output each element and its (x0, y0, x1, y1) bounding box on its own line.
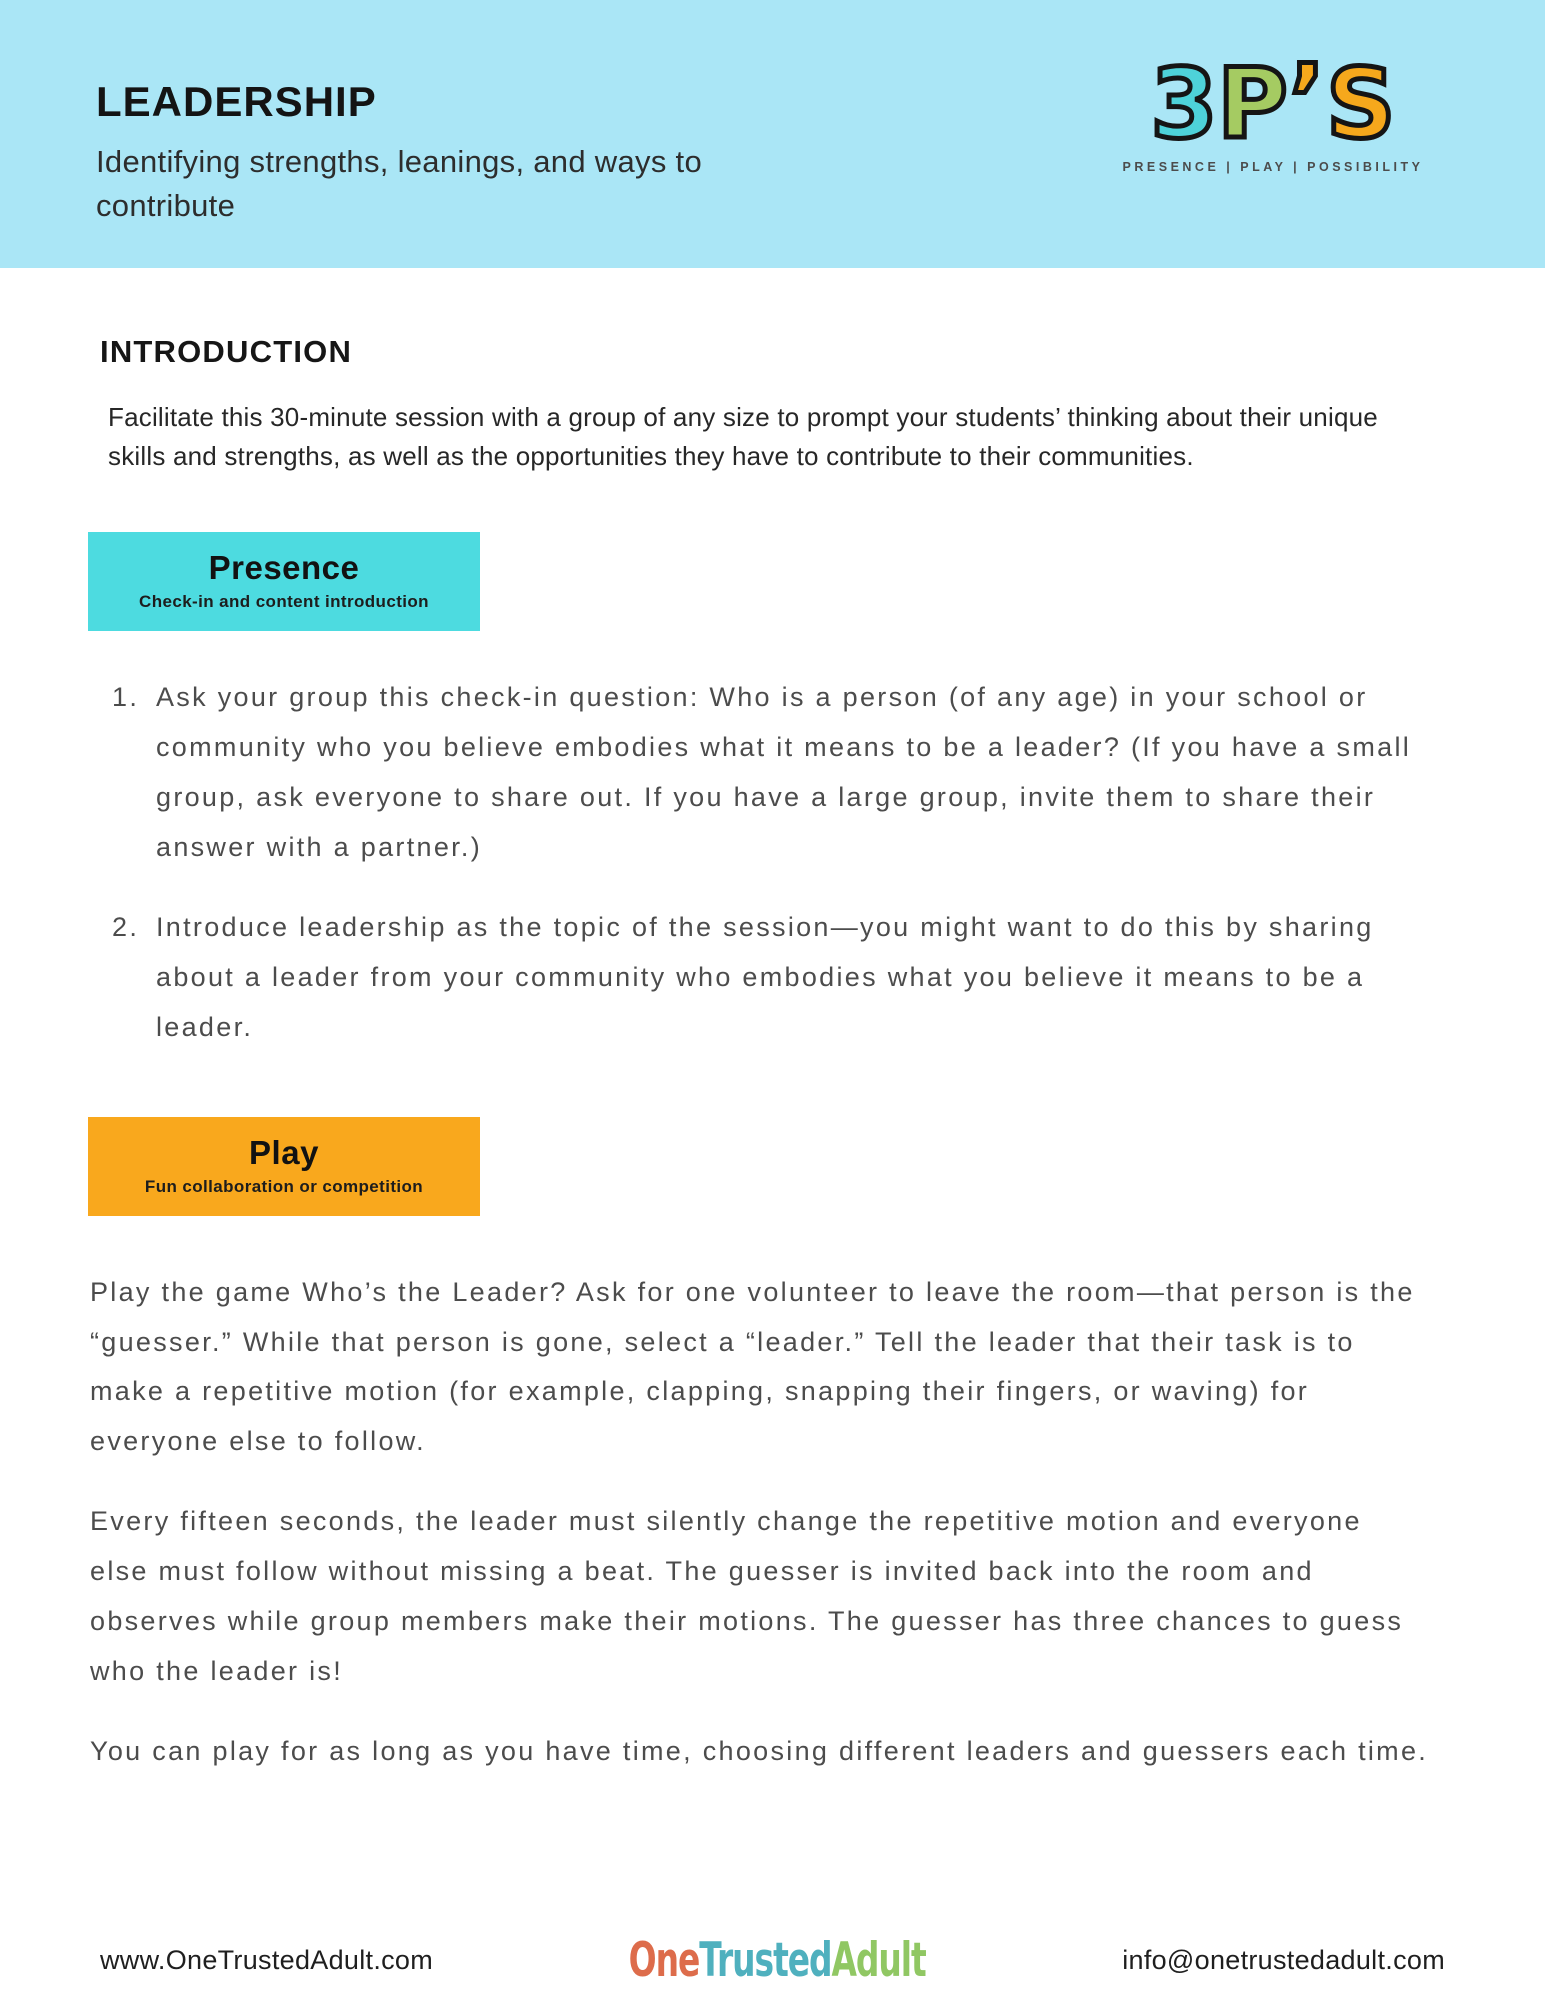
logo-word-trusted: Trusted (699, 1933, 832, 1988)
presence-step-list (90, 673, 1435, 1053)
footer-email: info@onetrustedadult.com (1122, 1945, 1445, 1975)
onetrustedadult-logo (629, 1933, 926, 1988)
3ps-logo-wordmark (1113, 44, 1433, 160)
play-section-card (88, 1117, 480, 1216)
presence-subtitle: Check-in and content introduction (139, 592, 429, 611)
step-item-1 (112, 673, 1435, 873)
play-paragraph-1: Play the game Who’s the Leader? Ask for one volunteer to leave the room—that person is the “guesser.” While that person is gone, select a “leader.” Tell the leader that their task is to make a repetitive motion (for example, clapping, snapping their fingers, or waving) for everyone else to follow. (90, 1276, 1415, 1457)
logo-letter-p: P (1217, 48, 1288, 160)
play-paragraph-2: Every fifteen seconds, the leader must silently change the repetitive motion and everyone else must follow without missing a beat. The guesser is invited back into the room and observes while group members make their motions. The guesser has three chances to guess who the leader is! (90, 1506, 1404, 1687)
page-footer (0, 1933, 1545, 1988)
presence-title: Presence (208, 549, 360, 586)
document-body (0, 334, 1545, 1777)
logo-apostrophe: ’ (1288, 44, 1326, 156)
logo-letter-3: 3 (1150, 48, 1218, 160)
play-subtitle: Fun collaboration or competition (144, 1176, 424, 1196)
3ps-logo (1113, 44, 1433, 174)
page-subtitle: Identifying strengths, leanings, and ways to contribute (96, 144, 702, 224)
logo-letter-s: S (1326, 48, 1396, 160)
logo-word-one: One (629, 1933, 700, 1988)
logo-word-adult: Adult (831, 1933, 927, 1988)
presence-section-card (88, 532, 480, 631)
step-item-2 (112, 903, 1435, 1053)
introduction-heading: INTRODUCTION (100, 334, 353, 369)
play-title: Play (249, 1133, 319, 1171)
footer-website-url: www.OneTrustedAdult.com (100, 1945, 434, 1975)
page-title: LEADERSHIP (96, 78, 377, 125)
introduction-paragraph: Facilitate this 30-minute session with a group of any size to prompt your students’ thinking about their unique skills and strengths, as well as the opportunities they have to contribute to their communities. (108, 402, 1378, 471)
step-number: 2. (112, 911, 140, 942)
page-header-band (0, 0, 1545, 268)
step-text: Ask your group this check-in question: Who is a person (of any age) in your school or community who you believe embodies what it means to be a leader? (If you have a small group, ask everyone to share out. If you have a large group, invite them to share their answer with a partner.) (156, 682, 1412, 862)
step-number: 1. (112, 682, 140, 712)
step-text: Introduce leadership as the topic of the session—you might want to do this by sharing about a leader from your community who embodies what you believe it means to be a leader. (156, 911, 1374, 1042)
logo-tagline: PRESENCE | PLAY | POSSIBILITY (1122, 159, 1424, 174)
play-paragraph-3: You can play for as long as you have time, choosing different leaders and guessers each time. (90, 1736, 1429, 1767)
